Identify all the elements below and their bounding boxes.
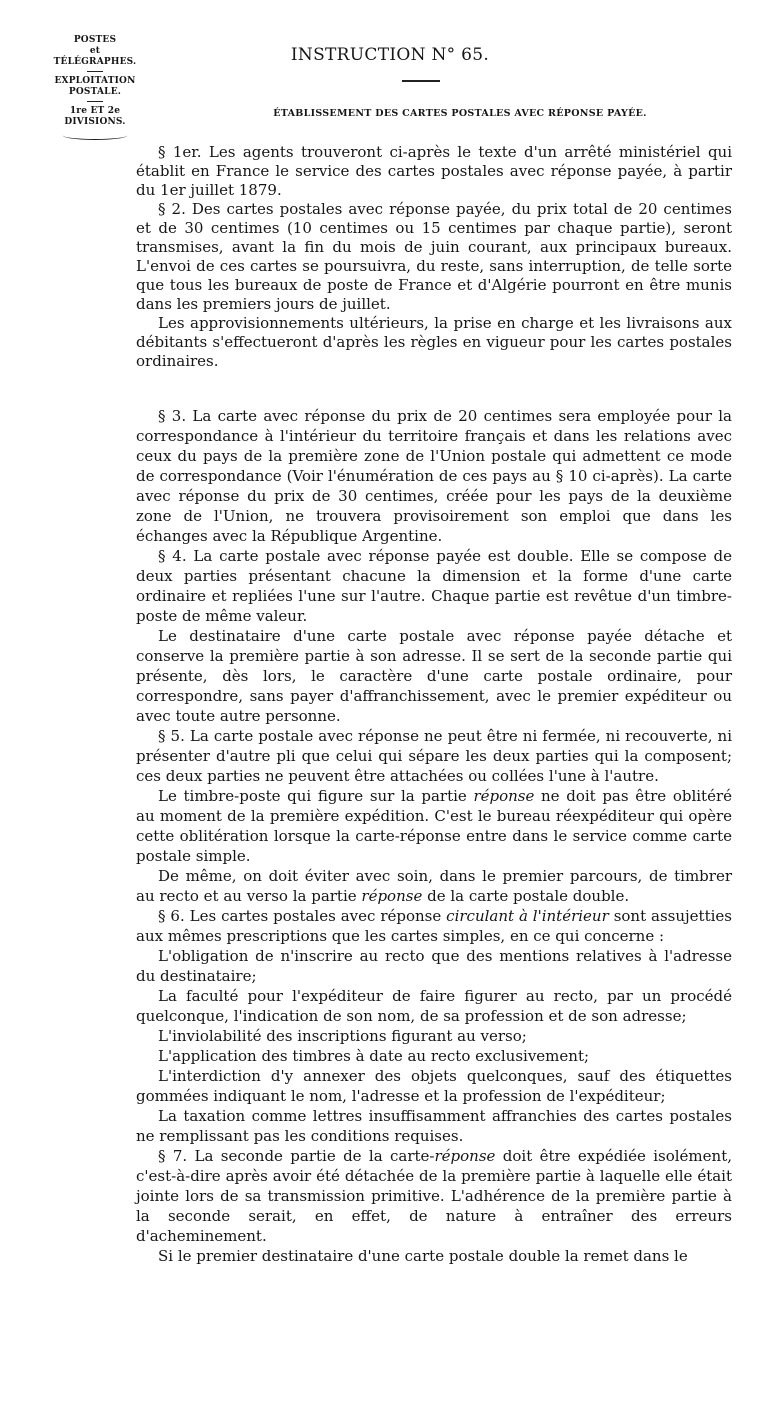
paragraph-7: § 5. La carte postale avec réponse ne peut être ni fermée, ni recouverte, ni présenter d'autre pli que celui qui sépare les deux parties qui la composent; ces deux parties ne peuvent être attachées ou collées l'une à l'autre. [136, 727, 732, 785]
margin-note-postale: POSTALE. [68, 87, 122, 97]
paragraph-15: L'interdiction d'y annexer des objets quelconques, sauf des étiquettes gommées indiquant le nom, l'adresse et la profession de l'expéditeur; [136, 1067, 732, 1105]
margin-note-exploitation: EXPLOITATION [54, 76, 136, 86]
paragraph-8-text-b: ne doit pas être oblitéré au moment de la première expédition. C'est le bureau réexpéditeur qui opère cette oblitération lorsque la carte-réponse entre dans le service comme carte postale simple. [136, 787, 732, 865]
page-title: INSTRUCTION N° 65. [290, 45, 490, 65]
paragraph-6: Le destinataire d'une carte postale avec réponse payée détache et conserve la première partie à son adresse. Il se sert de la seconde partie qui présente, dès lors, le caractère d'une carte postale ordinaire, pour correspondre, sans payer d'affranchissement, avec le premier expéditeur ou avec toute autre personne. [136, 627, 732, 725]
paragraph-9-text-b: de la carte postale double. [422, 887, 630, 905]
text-block-upper [136, 143, 732, 371]
margin-note-swash [63, 131, 127, 140]
paragraph-17 [136, 1146, 732, 1246]
paragraph-14: L'application des timbres à date au recto exclusivement; [158, 1047, 590, 1065]
paragraph-16: La taxation comme lettres insuffisamment affranchies des cartes postales ne remplissant pas les conditions requises. [136, 1107, 732, 1145]
paragraph-5: § 4. La carte postale avec réponse payée est double. Elle se compose de deux parties présentant chacune la dimension et la forme d'une carte ordinaire et repliées l'une sur l'autre. Chaque partie est revêtue d'un timbre-poste de même valeur. [136, 547, 732, 625]
paragraph-11: L'obligation de n'inscrire au recto que des mentions relatives à l'adresse du destinataire; [136, 947, 732, 985]
paragraph-12: La faculté pour l'expéditeur de faire figurer au recto, par un procédé quelconque, l'indication de son nom, de sa profession et de son adresse; [136, 987, 732, 1025]
margin-note-divider [87, 71, 103, 72]
paragraph-10-text-a: § 6. Les cartes postales avec réponse [158, 907, 447, 925]
paragraph-3: Les approvisionnements ultérieurs, la prise en charge et les livraisons aux débitants s'effectueront d'après les règles en vigueur pour les cartes postales ordinaires. [136, 314, 732, 370]
paragraph-10-text-b: sont assujetties aux mêmes prescriptions que les cartes simples, en ce qui concerne : [136, 907, 732, 945]
paragraph-17-text-a: § 7. La seconde partie de la carte- [158, 1147, 435, 1165]
paragraph-17-italic: réponse [434, 1147, 496, 1165]
paragraph-17-text-b: doit être expédiée isolément, c'est-à-dire après avoir été détachée de la première partie à laquelle elle était jointe lors de sa transmission primitive. L'adhérence de la première partie à la seconde serait, en effet, de nature à entraîner des erreurs d'acheminement. [136, 1147, 732, 1245]
paragraph-8 [136, 786, 732, 866]
margin-note-et: et [89, 46, 101, 56]
paragraph-8-text-a: Le timbre-poste qui figure sur la partie [158, 787, 474, 805]
paragraph-1: § 1er. Les agents trouveront ci-après le texte d'un arrêté ministériel qui établit en France le service des cartes postales avec réponse payée, à partir du 1er juillet 1879. [136, 143, 732, 199]
paragraph-10-italic: circulant à l'intérieur [446, 907, 609, 925]
margin-note-divisions: DIVISIONS. [64, 117, 126, 127]
margin-note-telegraphes: TÉLÉGRAPHES. [53, 57, 137, 67]
paragraph-8-italic: réponse [473, 787, 535, 805]
paragraph-2: § 2. Des cartes postales avec réponse payée, du prix total de 20 centimes et de 30 centimes (10 centimes ou 15 centimes par chaque partie), seront transmises, avant la fin du mois de juin courant, aux principaux bureaux. L'envoi de ces cartes se poursuivra, du reste, sans interruption, de telle sorte que tous les bureaux de poste de France et d'Algérie pourront en être munis dans les premiers jours de juillet. [136, 200, 732, 313]
paragraph-4: § 3. La carte avec réponse du prix de 20 centimes sera employée pour la correspondance à l'intérieur du territoire français et dans les relations avec ceux du pays de la première zone de l'Union postale qui admettent ce mode de correspondance (Voir l'énumération de ces pays au § 10 ci-après). La carte avec réponse du prix de 30 centimes, créée pour les pays de la deuxième zone de l'Union, ne trouvera provisoirement son emploi que dans les échanges avec la République Argentine. [136, 407, 732, 545]
margin-note-postes: POSTES [73, 35, 117, 45]
paragraph-9 [136, 866, 732, 906]
page-subtitle: ÉTABLISSEMENT DES CARTES POSTALES AVEC RÉPONSE PAYÉE. [273, 108, 647, 119]
title-rule [402, 80, 440, 82]
margin-note [52, 35, 138, 140]
paragraph-13: L'inviolabilité des inscriptions figurant au verso; [158, 1027, 527, 1045]
text-block-lower [136, 406, 732, 1266]
paragraph-9-italic: réponse [361, 887, 423, 905]
paragraph-18: Si le premier destinataire d'une carte postale double la remet dans le [158, 1247, 688, 1265]
paragraph-9-text-a: De même, on doit éviter avec soin, dans le premier parcours, de timbrer au recto et au verso la partie [136, 867, 732, 905]
paragraph-10 [136, 906, 732, 946]
margin-note-divisions-number: 1re ET 2e [69, 106, 121, 116]
margin-note-divider-2 [87, 101, 103, 102]
